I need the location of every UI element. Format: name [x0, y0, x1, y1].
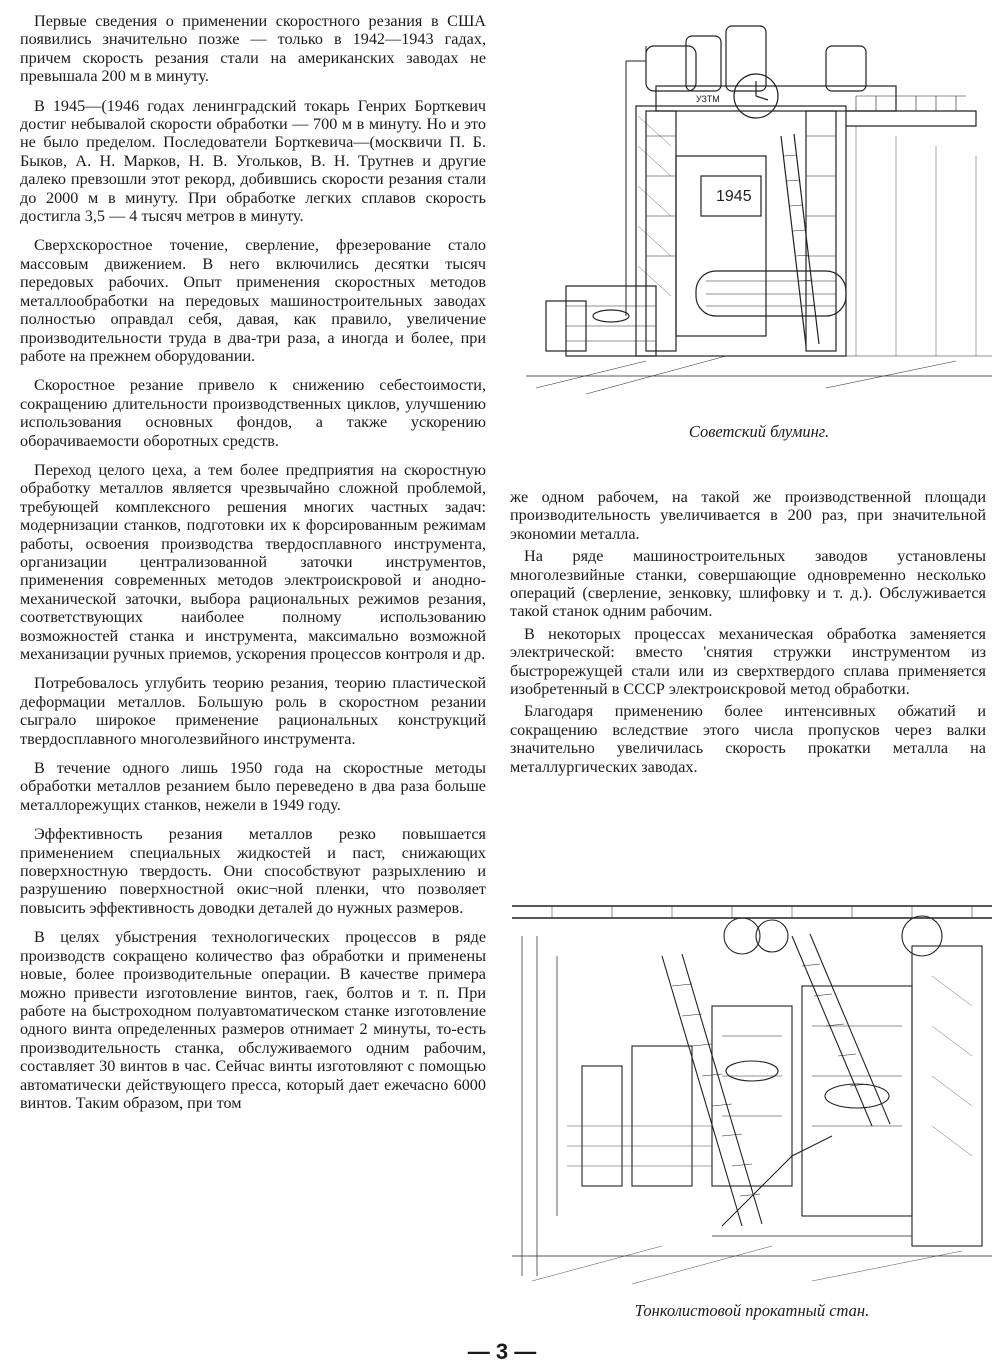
- paragraph: Скоростное резание привело к снижению себестоимости, сокращению длительности производственных циклов, улучшению использования основных фондов, а также ускорению оборачиваемости оборотных средств.: [20, 376, 486, 450]
- paragraph: На ряде машиностроительных заводов установлены многолезвийные станки, совершающие одновременно несколько операций (сверление, зенковку, шлифовку и т. д.). Обслуживается такой станок одним рабочим.: [510, 547, 986, 621]
- paragraph: В течение одного лишь 1950 года на скоростные методы обработки металлов резанием было переведено в два раза больше металлорежущих станков, нежели в 1949 году.: [20, 759, 486, 814]
- left-column: [20, 12, 486, 1123]
- blooming-sign: УЗТМ: [696, 94, 720, 104]
- paragraph: Первые сведения о применении скоростного резания в США появились значительно позже — только в 1942—1943 гадах, причем скорость резания стали на американских заводах не превышала 200 м в минуту.: [20, 12, 486, 86]
- figure-caption-rolling-mill: Тонколистовой прокатный стан.: [634, 1301, 870, 1320]
- figure-caption-blooming: Советский блуминг.: [688, 422, 830, 441]
- paragraph: Эффективность резания металлов резко повышается применением специальных жидкостей и паст, снижающих поверхностную твердость. Они способствуют разрыхлению и разрушению поверхностной окис¬ной пленки, что позволяет повысить эффективность доводки деталей до нужных размеров.: [20, 825, 486, 917]
- rolling-mill-illustration: [512, 896, 992, 1288]
- paragraph: же одном рабочем, на такой же производственной площади производительность увеличивается в 200 раз, при значительной экономии металла.: [510, 488, 986, 543]
- paragraph: В целях убыстрения технологических процессов в ряде производств сокращено количество фаз обработки и применены новые, более производительные операции. В качестве примера можно привести изготовление винтов, гаек, болтов и т. п. При работе на быстроходном полуавтоматическом станке изготовление одного винта определенных размеров отнимает 2 минуты, то-есть производительность станка, обслуживаемого одним рабочим, составляет 30 винтов в час. Сейчас винты изготовляют с помощью автоматически действующего пресса, который дает ежечасно 6000 винтов. Таким образом, при том: [20, 928, 486, 1112]
- paragraph: Переход целого цеха, а тем более предприятия на скоростную обработку металлов является чрезвычайно сложной проблемой, требующей комплексного решения многих частных задач: модернизации станков, подготовки их к форсированным режимам работы, освоения производства твердосплавного инструмента, организации централизованной заточки инструментов, применения современных методов электроискровой и анодно-механической заточки, выбора рациональных режимов резания, соответствующих наиболее полному использованию возможностей станка и инструмента, максимально возможной механизации ручных приемов, ускорения процессов контроля и др.: [20, 460, 486, 663]
- paragraph: Сверхскоростное точение, сверление, фрезерование стало массовым движением. В него включились десятки тысяч передовых рабочих. Опыт применения скоростных методов металлообработки на передовых машиностроительных заводах полностью оправдал себя, давая, как правило, увеличение производительности труда в два-три раза, а иногда и более, при работе на прежнем оборудовании.: [20, 236, 486, 365]
- blooming-illustration: [526, 16, 992, 396]
- blooming-plate-number: 1945: [716, 188, 752, 205]
- page-number: — 3 —: [467, 1339, 537, 1364]
- right-column: [510, 488, 986, 780]
- paragraph: В 1945—(1946 годах ленинградский токарь Генрих Борткевич достиг небывалой скорости обработки — 700 м в минуту. Но и это не было пределом. Последователи Борткевича—(москвичи П. Б. Быков, А. Н. Марков, Н. В. Угольков, В. Н. Трутнев и другие далеко превзошли этот рекорд, добившись скорости резания стали до 2000 м в минуту. При обработке легких сплавов скорость достигла 3,5 — 4 тысяч метров в минуту.: [20, 96, 486, 226]
- paragraph: Благодаря применению более интенсивных обжатий и сокращению вследствие этого числа пропусков через валки значительно увеличилась скорость прокатки металла на металлургических заводах.: [510, 702, 986, 776]
- paragraph: Потребовалось углубить теорию резания, теорию пластической деформации металлов. Большую роль в скоростном резании сыграло широкое применение рациональных конструкций твердосплавного многолезвийного инструмента.: [20, 674, 486, 748]
- paragraph: В некоторых процессах механическая обработка заменяется электрической: вместо 'снятия стружки инструментом из быстрорежущей стали или из сверхтвердого сплава применяется изобретенный в СССР электроискровой метод обработки.: [510, 624, 986, 699]
